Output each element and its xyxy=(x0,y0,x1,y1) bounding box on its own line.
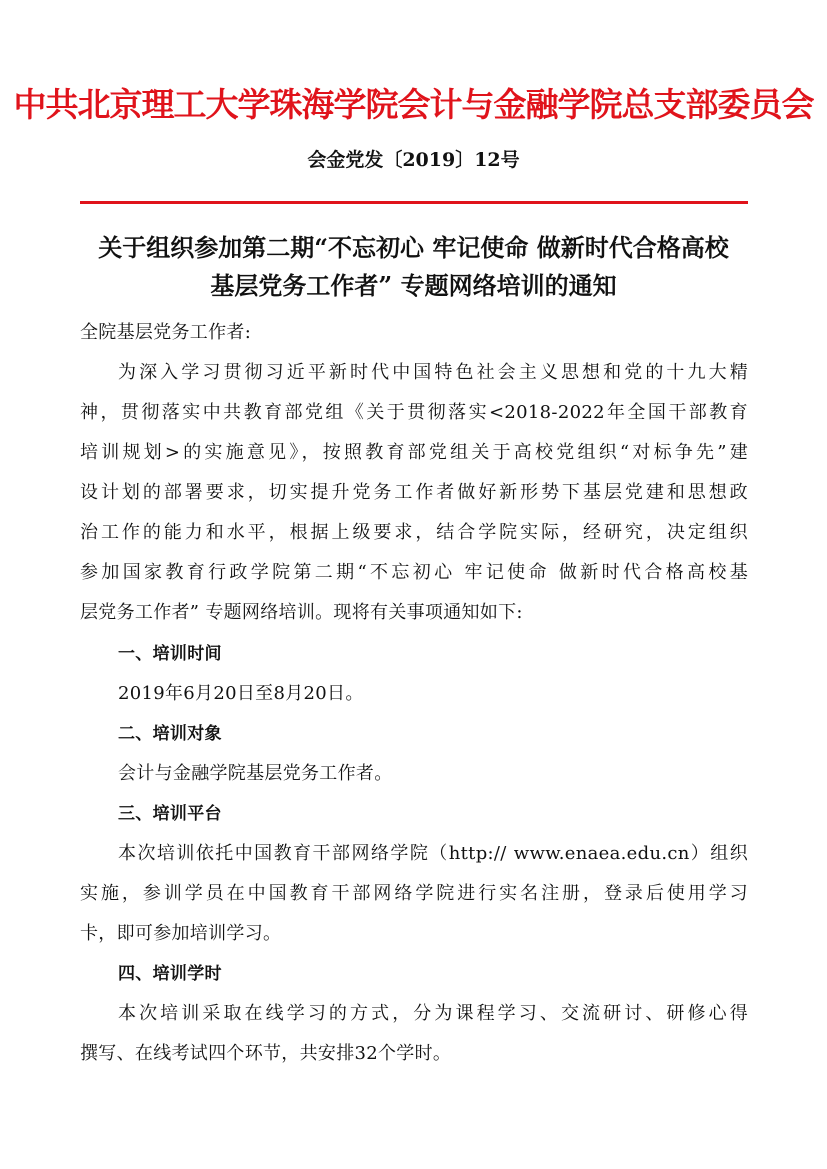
notice-title-line-1: 关于组织参加第二期“不忘初心 牢记使命 做新时代合格高校 xyxy=(98,233,729,262)
section-heading-training-target: 二、培训对象 xyxy=(118,724,222,744)
section-text: 撰写、在线考试四个环节，共安排32个学时。 xyxy=(80,1043,452,1064)
intro-line: 治工作的能力和水平，根据上级要求，结合学院实际，经研究，决定组织 xyxy=(80,522,748,543)
intro-line: 神，贯彻落实中共教育部党组《关于贯彻落实<2018-2022年全国干部教育 xyxy=(80,402,748,423)
intro-line: 参加国家教育行政学院第二期“不忘初心 牢记使命 做新时代合格高校基 xyxy=(80,562,748,583)
intro-line: 培训规划>的实施意见》，按照教育部党组关于高校党组织“对标争先”建 xyxy=(80,442,748,463)
intro-line: 层党务工作者” 专题网络培训。现将有关事项通知如下: xyxy=(80,602,523,623)
section-text: 本次培训采取在线学习的方式，分为课程学习、交流研讨、研修心得 xyxy=(118,1003,748,1024)
notice-title-line-2: 基层党务工作者” 专题网络培训的通知 xyxy=(210,271,617,300)
issuing-organization-header: 中共北京理工大学珠海学院会计与金融学院总支部委员会 xyxy=(13,85,814,124)
section-heading-training-time: 一、培训时间 xyxy=(118,644,222,664)
section-text: 本次培训依托中国教育干部网络学院（http:// www.enaea.edu.cn）组织 xyxy=(118,843,748,864)
section-text: 会计与金融学院基层党务工作者。 xyxy=(118,763,393,784)
salutation: 全院基层党务工作者: xyxy=(80,322,252,343)
intro-line: 为深入学习贯彻习近平新时代中国特色社会主义思想和党的十九大精 xyxy=(118,362,748,383)
intro-line: 设计划的部署要求，切实提升党务工作者做好新形势下基层党建和思想政 xyxy=(80,482,748,503)
section-text: 实施，参训学员在中国教育干部网络学院进行实名注册，登录后使用学习 xyxy=(80,883,748,904)
section-heading-training-platform: 三、培训平台 xyxy=(118,804,222,824)
section-text: 2019年6月20日至8月20日。 xyxy=(118,683,364,704)
section-text: 卡，即可参加培训学习。 xyxy=(80,923,282,944)
red-divider-rule xyxy=(80,201,748,204)
section-heading-training-hours: 四、培训学时 xyxy=(118,964,222,984)
document-number: 会金党发〔2019〕12号 xyxy=(307,149,520,171)
